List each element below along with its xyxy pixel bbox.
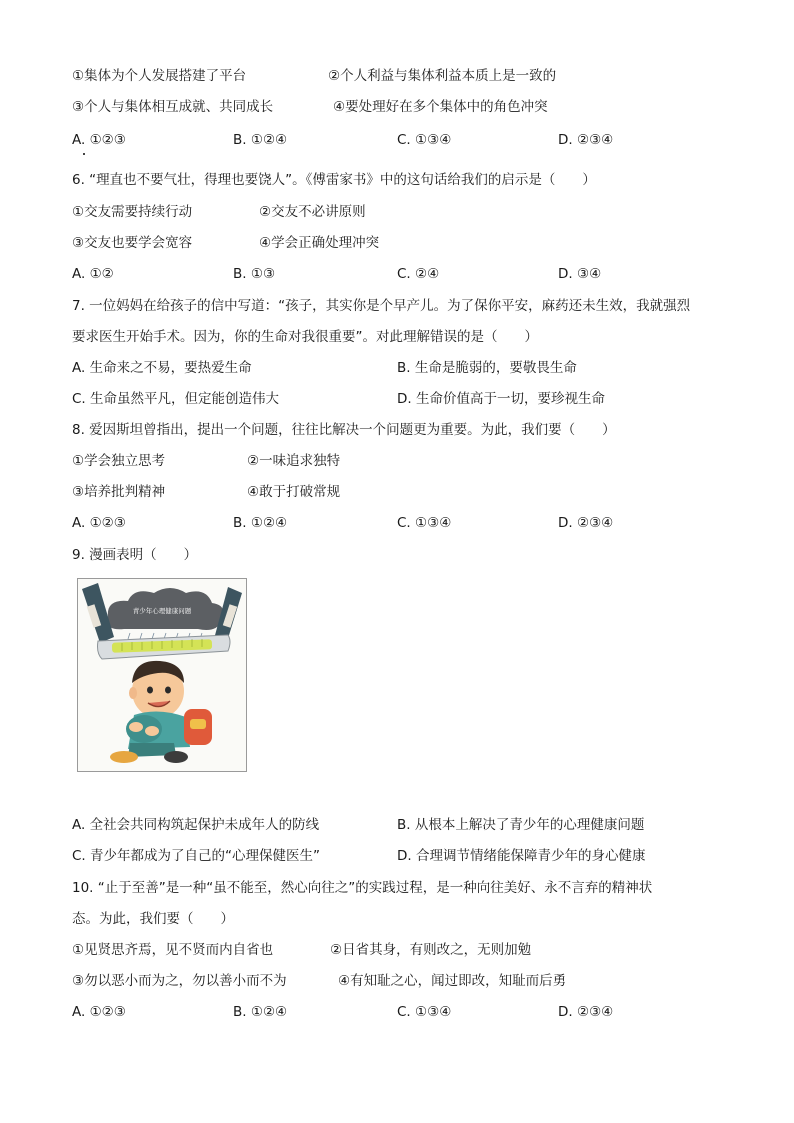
q10-option-c[interactable]: C. ①③④ — [397, 1004, 452, 1020]
q6-statement-3: ③交友也要学会宽容 — [72, 235, 193, 251]
q10-statement-2: ②日省其身，有则改之，无则加勉 — [330, 942, 532, 958]
q9-stem: 9. 漫画表明（ ） — [72, 547, 198, 563]
q5-statement-1: ①集体为个人发展搭建了平台 — [72, 68, 247, 84]
q6-stem: 6. “理直也不要气壮，得理也要饶人”。《傅雷家书》中的这句话给我们的启示是（ ） — [72, 172, 596, 188]
q6-option-b[interactable]: B. ①③ — [233, 266, 276, 282]
q7-stem-line-2: 要求医生开始手术。因为，你的生命对我很重要”。对此理解错误的是（ ） — [72, 329, 538, 345]
q7-option-c[interactable]: C. 生命虽然平凡，但定能创造伟大 — [72, 391, 280, 407]
stray-mark — [83, 153, 85, 155]
q5-option-d[interactable]: D. ②③④ — [558, 132, 614, 148]
cartoon-illustration — [78, 579, 246, 771]
q8-option-c[interactable]: C. ①③④ — [397, 515, 452, 531]
q10-option-d[interactable]: D. ②③④ — [558, 1004, 614, 1020]
q10-statement-4: ④有知耻之心，闻过即改，知耻而后勇 — [338, 973, 567, 989]
q10-option-b[interactable]: B. ①②④ — [233, 1004, 288, 1020]
q5-option-b[interactable]: B. ①②④ — [233, 132, 288, 148]
q7-stem-line-1: 7. 一位妈妈在给孩子的信中写道：“孩子，其实你是个早产儿。为了保你平安，麻药还未生效，我就强烈 — [72, 298, 691, 314]
q7-option-b[interactable]: B. 生命是脆弱的，要敬畏生命 — [397, 360, 577, 376]
q8-option-b[interactable]: B. ①②④ — [233, 515, 288, 531]
q10-statement-3: ③勿以恶小而为之，勿以善小而不为 — [72, 973, 287, 989]
q5-statement-2: ②个人利益与集体利益本质上是一致的 — [328, 68, 557, 84]
q5-statement-4: ④要处理好在多个集体中的角色冲突 — [333, 99, 548, 115]
q8-statement-2: ②一味追求独特 — [247, 453, 341, 469]
cartoon-image — [77, 578, 247, 772]
q6-option-a[interactable]: A. ①② — [72, 266, 114, 282]
q8-stem: 8. 爱因斯坦曾指出，提出一个问题，往往比解决一个问题更为重要。为此，我们要（ ） — [72, 422, 616, 438]
q5-option-a[interactable]: A. ①②③ — [72, 132, 126, 148]
q6-statement-4: ④学会正确处理冲突 — [259, 235, 380, 251]
q10-stem-line-1: 10. “止于至善”是一种“虽不能至，然心向往之”的实践过程，是一种向往美好、永不言弃的精神状 — [72, 880, 653, 896]
q8-statement-4: ④敢于打破常规 — [247, 484, 341, 500]
q7-option-d[interactable]: D. 生命价值高于一切，要珍视生命 — [397, 391, 605, 407]
q5-statement-3: ③个人与集体相互成就、共同成长 — [72, 99, 274, 115]
cloud-label: 青少年心理健康问题 — [132, 607, 192, 615]
q9-option-c[interactable]: C. 青少年都成为了自己的“心理保健医生” — [72, 848, 320, 864]
q8-option-d[interactable]: D. ②③④ — [558, 515, 614, 531]
q6-option-d[interactable]: D. ③④ — [558, 266, 602, 282]
q6-option-c[interactable]: C. ②④ — [397, 266, 440, 282]
q8-statement-1: ①学会独立思考 — [72, 453, 166, 469]
q8-option-a[interactable]: A. ①②③ — [72, 515, 126, 531]
q10-option-a[interactable]: A. ①②③ — [72, 1004, 126, 1020]
q7-option-a[interactable]: A. 生命来之不易，要热爱生命 — [72, 360, 252, 376]
boy-character — [110, 661, 212, 763]
q6-statement-1: ①交友需要持续行动 — [72, 204, 193, 220]
q10-statement-1: ①见贤思齐焉，见不贤而内自省也 — [72, 942, 274, 958]
q9-option-d[interactable]: D. 合理调节情绪能保障青少年的身心健康 — [397, 848, 646, 864]
q9-option-a[interactable]: A. 全社会共同构筑起保护未成年人的防线 — [72, 817, 320, 833]
q6-statement-2: ②交友不必讲原则 — [259, 204, 366, 220]
q9-option-b[interactable]: B. 从根本上解决了青少年的心理健康问题 — [397, 817, 645, 833]
q5-option-c[interactable]: C. ①③④ — [397, 132, 452, 148]
q10-stem-line-2: 态。为此，我们要（ ） — [72, 911, 234, 927]
q8-statement-3: ③培养批判精神 — [72, 484, 166, 500]
